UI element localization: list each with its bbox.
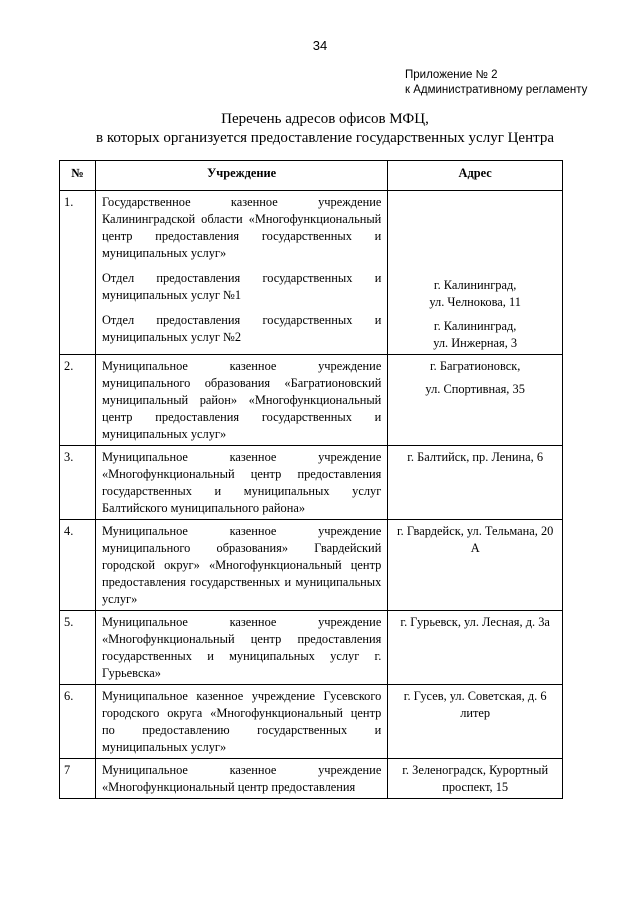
document-title [60, 110, 590, 148]
institution-department-2: Отдел предоставления государственных и муниципальных услуг №2 [101, 313, 382, 344]
row-number: 4. [60, 520, 96, 611]
institution-department-1: Отдел предоставления государственных и муниципальных услуг №1 [101, 271, 382, 302]
row-number: 3. [60, 446, 96, 520]
table-row [60, 685, 563, 759]
header-number: № [60, 161, 96, 191]
title-line-2: в которых организуется предоставление государственных услуг Центра [95, 130, 555, 146]
row-address: г. Гурьевск, ул. Лесная, д. 3а [388, 611, 563, 685]
row-institution: Муниципальное казенное учреждение муниципального образования «Багратионовский муниципальный район» «Многофункциональный центр предоставления государственных и муниципальных услуг» [95, 355, 387, 446]
row-institution [95, 191, 387, 355]
page-number: 34 [312, 38, 328, 53]
table-row [60, 759, 563, 799]
table-row [60, 611, 563, 685]
title-line-1: Перечень адресов офисов МФЦ, [221, 111, 429, 127]
institution-name: Государственное казенное учреждение Калининградской области «Многофункциональный центр предоставления государственных и муниципальных услуг» [101, 195, 382, 260]
appendix-line-1: Приложение № 2 [405, 69, 498, 81]
row-address: г. Гвардейск, ул. Тельмана, 20 А [388, 520, 563, 611]
row-address: г. Гусев, ул. Советская, д. 6 литер [388, 685, 563, 759]
row-institution: Муниципальное казенное учреждение «Многофункциональный центр предоставления [95, 759, 387, 799]
row-number: 5. [60, 611, 96, 685]
row-institution: Муниципальное казенное учреждение «Многофункциональный центр предоставления государственных и муниципальных услуг Балтийского муниципального района» [95, 446, 387, 520]
row-institution: Муниципальное казенное учреждение муниципального образования» Гвардейский городской округ» «Многофункциональный центр предоставления государственных и муниципальных услуг» [95, 520, 387, 611]
table-row [60, 355, 563, 446]
appendix-line-2: к Административному регламенту [405, 84, 588, 96]
table-row [60, 520, 563, 611]
row-address: г. Балтийск, пр. Ленина, 6 [388, 446, 563, 520]
row-address: г. Зеленоградск, Курортный проспект, 15 [388, 759, 563, 799]
address-line-2: ул. Спортивная, 35 [425, 382, 525, 396]
row-number: 2. [60, 355, 96, 446]
address-1-line-1: г. Калининград, [433, 278, 517, 292]
header-institution: Учреждение [95, 161, 387, 191]
address-line-1: г. Багратионовск, [429, 359, 521, 373]
header-address: Адрес [388, 161, 563, 191]
row-institution: Муниципальное казенное учреждение Гусевского городского округа «Многофункциональный центр по предоставлению государственных и муниципальных услуг» [95, 685, 387, 759]
appendix-note [405, 68, 587, 98]
address-2-line-1: г. Калининград, [433, 319, 517, 333]
table-row [60, 191, 563, 355]
row-number: 7 [60, 759, 96, 799]
table-header-row [60, 161, 563, 191]
row-institution: Муниципальное казенное учреждение «Многофункциональный центр предоставления государственных и муниципальных услуг г. Гурьевска» [95, 611, 387, 685]
address-2-line-2: ул. Инжерная, 3 [433, 336, 518, 350]
mfc-offices-table [59, 160, 563, 799]
row-address [388, 191, 563, 355]
row-number: 1. [60, 191, 96, 355]
address-1-line-2: ул. Челнокова, 11 [429, 295, 521, 309]
table-row [60, 446, 563, 520]
row-number: 6. [60, 685, 96, 759]
row-address [388, 355, 563, 446]
